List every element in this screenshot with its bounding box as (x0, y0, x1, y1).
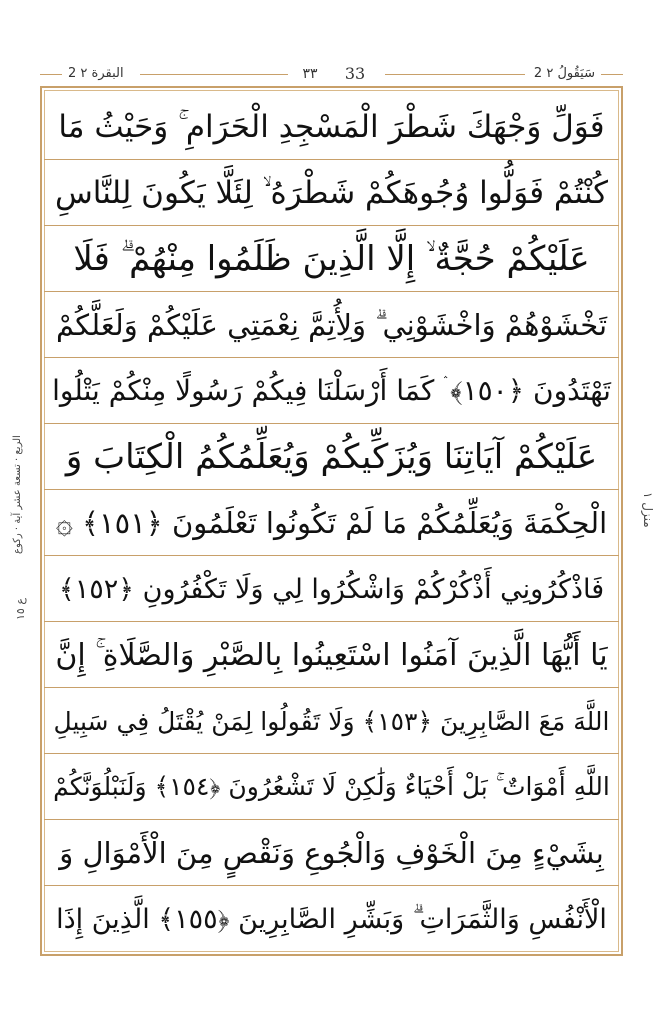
line-text: كُنْتُمْ فَوَلُّوا وُجُوهَكُمْ شَطْرَهُ ۙ لِئَلَّا يَكُونَ لِلنَّاسِ (54, 174, 609, 211)
line-text: فَوَلِّ وَجْهَكَ شَطْرَ الْمَسْجِدِ الْحَرَامِ ۚ وَحَيْثُ مَا (58, 108, 605, 145)
text-line-1 (44, 95, 619, 160)
line-text: فَاذْكُرُونِي أَذْكُرْكُمْ وَاشْكُرُوا لِي وَلَا تَكْفُرُونِ ﴿١٥٢﴾ (58, 573, 605, 605)
header-rule-right-end (601, 74, 623, 75)
text-line-13 (44, 887, 619, 952)
page-number: 33 (344, 64, 366, 83)
line-text: بِشَيْءٍ مِنَ الْخَوْفِ وَالْجُوعِ وَنَقْصٍ مِنَ الْأَمْوَالِ وَ (59, 836, 604, 870)
header-rule-left-end (40, 74, 62, 75)
margin-note-left: الربع · تسعة عشر آية · ركوع (12, 435, 23, 555)
arabic-page-number: ٣٣ (302, 66, 318, 82)
text-line-2 (44, 161, 619, 226)
text-line-6 (44, 425, 619, 490)
line-text: تَهْتَدُونَ ﴿١٥٠﴾ ۛ كَمَا أَرْسَلْنَا فِيكُمْ رَسُولًا مِنْكُمْ يَتْلُوا (52, 374, 611, 407)
line-text: الْأَنْفُسِ وَالثَّمَرَاتِ ۗ وَبَشِّرِ الصَّابِرِينَ ﴿١٥٥﴾ الَّذِينَ إِذَا (56, 903, 607, 935)
text-line-8 (44, 557, 619, 622)
line-text: الْحِكْمَةَ وَيُعَلِّمُكُمْ مَا لَمْ تَكُونُوا تَعْلَمُونَ ﴿١٥١﴾ ۞ (55, 506, 608, 540)
manzil-note: منزل ١ (641, 492, 655, 528)
line-text: يَا أَيُّهَا الَّذِينَ آمَنُوا اسْتَعِينُوا بِالصَّبْرِ وَالصَّلَاةِ ۚ إِنَّ (55, 637, 608, 673)
juz-name: 2 سَيَقُولُ ٢ (533, 66, 595, 81)
ruku-mark: ع ١٥ (14, 598, 27, 620)
text-line-7 (44, 491, 619, 556)
text-line-4 (44, 293, 619, 358)
line-text: عَلَيْكُمْ آيَاتِنَا وَيُزَكِّيكُمْ وَيُعَلِّمُكُمُ الْكِتَابَ وَ (65, 437, 598, 477)
text-line-10 (44, 689, 619, 754)
line-text: اللَّهَ مَعَ الصَّابِرِينَ ﴿١٥٣﴾ وَلَا تَقُولُوا لِمَنْ يُقْتَلُ فِي سَبِيلِ (53, 706, 610, 736)
line-text: عَلَيْكُمْ حُجَّةٌ ۙ إِلَّا الَّذِينَ ظَلَمُوا مِنْهُمْ ۗ فَلَا (73, 239, 590, 279)
line-text: اللَّهِ أَمْوَاتٌ ۚ بَلْ أَحْيَاءٌ وَلَٰكِنْ لَا تَشْعُرُونَ ﴿١٥٤﴾ وَلَنَبْلُوَنَّكُمْ (53, 772, 610, 801)
line-text: تَخْشَوْهُمْ وَاخْشَوْنِي ۗ وَلِأُتِمَّ نِعْمَتِي عَلَيْكُمْ وَلَعَلَّكُمْ (55, 307, 608, 342)
surah-name: 2 البقرة ٢ (68, 66, 124, 81)
text-line-5 (44, 359, 619, 424)
header-rule-left (140, 74, 288, 75)
text-line-3 (44, 227, 619, 292)
text-line-9 (44, 623, 619, 688)
page-header (40, 64, 623, 86)
text-line-12 (44, 821, 619, 886)
text-line-11 (44, 755, 619, 820)
header-rule-right (385, 74, 525, 75)
